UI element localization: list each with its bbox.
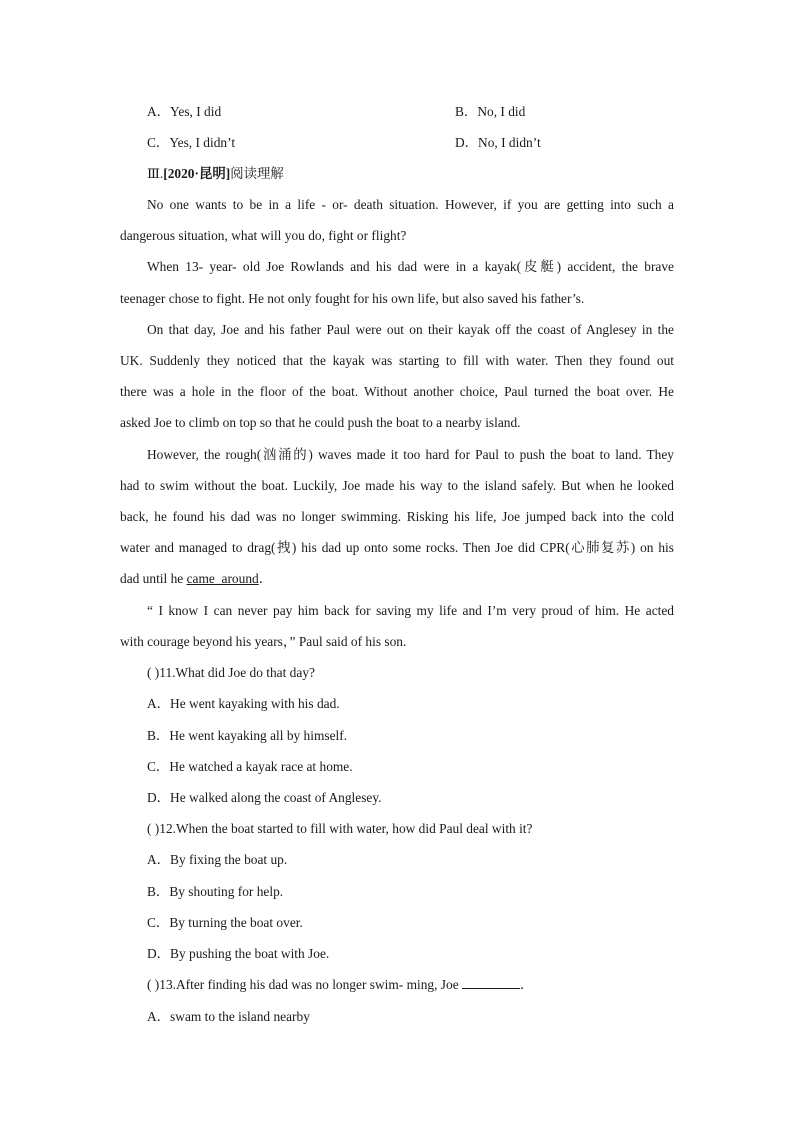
passage-line: “ I know I can never pay him back for saving my life and I’m very proud of him. He acted: [147, 603, 674, 618]
question-13-stem: ( )13.After finding his dad was no longer swim- ming, Joe ．: [147, 977, 534, 992]
question-12-option-d: D．By pushing the boat with Joe.: [147, 946, 330, 961]
passage-line: teenager chose to fight. He not only fought for his own life, but also saved his father’s.: [120, 291, 585, 306]
question-11-option-a: A．He went kayaking with his dad.: [147, 696, 340, 711]
section-heading: Ⅲ.[2020·昆明]阅读理解: [147, 166, 284, 181]
passage-line: However, the rough(汹涌的) waves made it too hard for Paul to push the boat to land. They: [147, 447, 674, 462]
question-12-option-b: B．By shouting for help.: [147, 884, 284, 899]
question-12-stem: ( )12.When the boat started to fill with water, how did Paul deal with it?: [147, 821, 533, 836]
passage-line: When 13- year- old Joe Rowlands and his dad were in a kayak(皮艇) accident, the brave: [147, 259, 674, 274]
passage-line: asked Joe to climb on top so that he could push the boat to a nearby island.: [120, 415, 521, 430]
underlined-phrase: came_around: [186, 571, 259, 586]
question-12-option-a: A．By fixing the boat up.: [147, 852, 288, 867]
question-11-stem: ( )11.What did Joe do that day?: [147, 665, 315, 680]
passage-line: No one wants to be in a life - or- death situation. However, if you are getting into such a: [147, 197, 674, 212]
question-12-option-c: C．By turning the boat over.: [147, 915, 303, 930]
option-c-top: C．Yes, I didn’t: [147, 135, 236, 150]
passage-line: dangerous situation, what will you do, fight or flight?: [120, 228, 407, 243]
question-11-option-d: D．He walked along the coast of Anglesey.: [147, 790, 382, 805]
passage-line: On that day, Joe and his father Paul were out on their kayak off the coast of Anglesey in the: [147, 322, 674, 337]
option-d-top: D．No, I didn’t: [455, 135, 541, 150]
passage-line: had to swim without the boat. Luckily, Joe made his way to the island safely. But when he looked: [120, 478, 674, 493]
passage-line: back, he found his dad was no longer swimming. Risking his life, Joe jumped back into the cold: [120, 509, 674, 524]
passage-line: with courage beyond his years，” Paul said of his son.: [120, 634, 407, 649]
question-13-option-a: A．swam to the island nearby: [147, 1009, 310, 1024]
question-11-option-b: B．He went kayaking all by himself.: [147, 728, 348, 743]
passage-line: dad until he came_around．: [120, 571, 273, 586]
passage-line: UK. Suddenly they noticed that the kayak was starting to fill with water. Then they found out: [120, 353, 674, 368]
option-a-top: A．Yes, I did: [147, 104, 222, 119]
option-b-top: B．No, I did: [455, 104, 526, 119]
passage-line: there was a hole in the floor of the boat. Without another choice, Paul turned the boat over. He: [120, 384, 674, 399]
passage-line: water and managed to drag(拽) his dad up onto some rocks. Then Joe did CPR(心肺复苏) on his: [120, 540, 674, 555]
answer-blank: [462, 976, 520, 989]
question-11-option-c: C．He watched a kayak race at home.: [147, 759, 353, 774]
